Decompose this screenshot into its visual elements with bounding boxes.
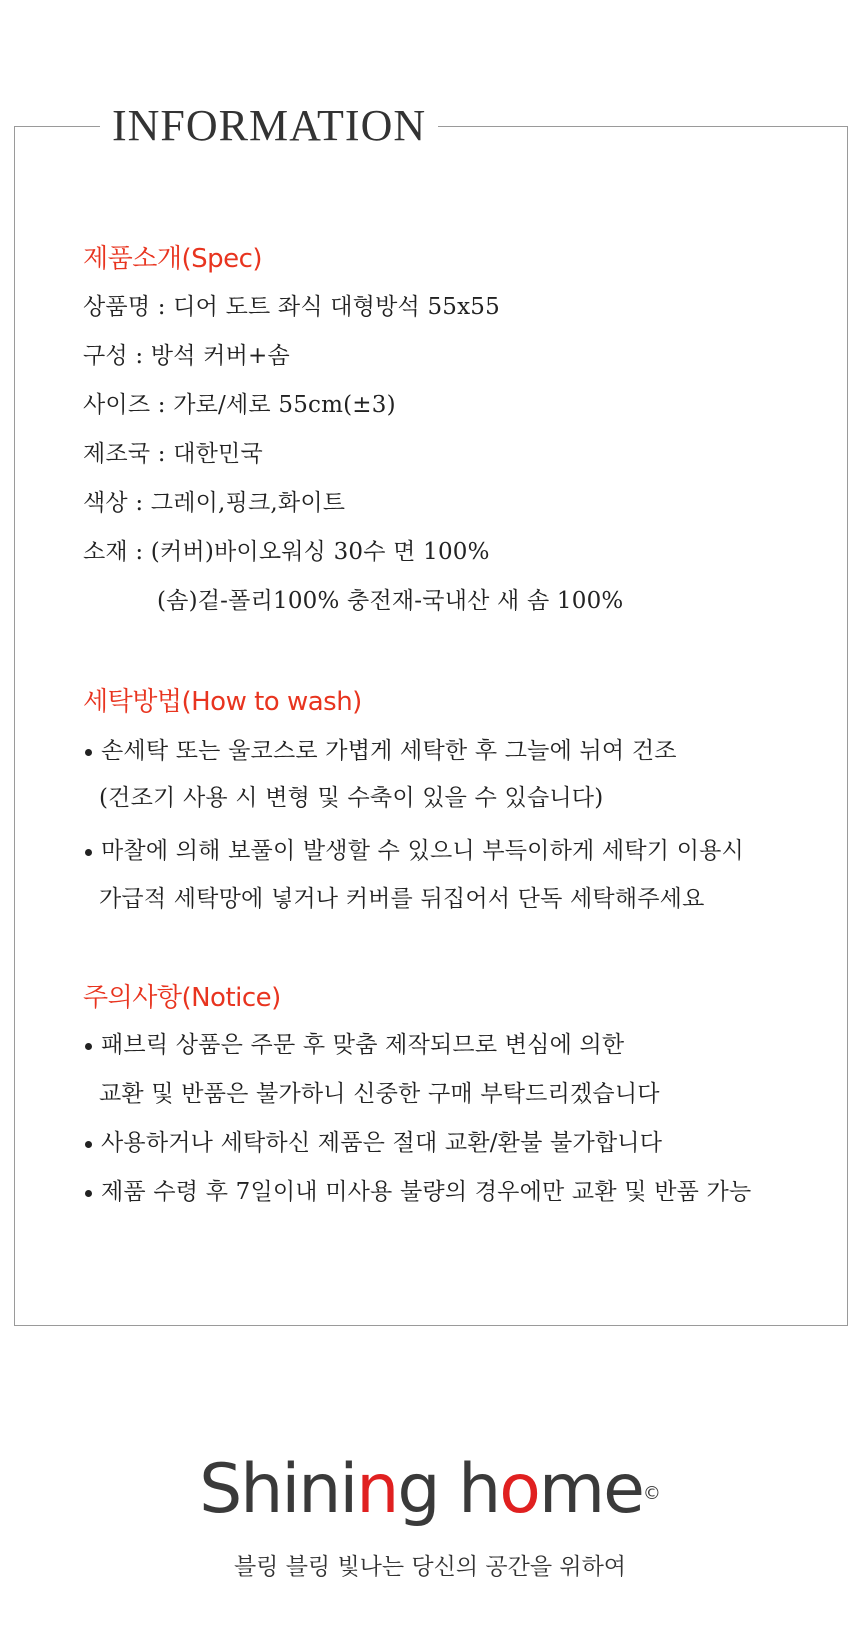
spec-composition: 구성 : 방석 커버+솜 <box>83 343 290 369</box>
wash-item: 마찰에 의해 보풀이 발생할 수 있으니 부득이하게 세탁기 이용시 <box>83 836 744 866</box>
notice-heading: 주의사항(Notice) <box>83 983 281 1013</box>
spec-origin: 제조국 : 대한민국 <box>83 441 263 467</box>
notice-item: 패브릭 상품은 주문 후 맞춤 제작되므로 변심에 의한 <box>83 1030 624 1060</box>
wash-item: 손세탁 또는 울코스로 가볍게 세탁한 후 그늘에 뉘여 건조 <box>83 736 677 766</box>
logo-house-icon: o <box>499 1450 539 1529</box>
spec-product-name: 상품명 : 디어 도트 좌식 대형방석 55x55 <box>83 294 500 320</box>
spec-material-filling: (솜)겉-폴리100% 충전재-국내산 새 솜 100% <box>157 588 624 614</box>
spec-heading: 제품소개(Spec) <box>83 244 263 274</box>
logo-text: Shini <box>199 1450 357 1529</box>
wash-item-continued: 가급적 세탁망에 넣거나 커버를 뒤집어서 단독 세탁해주세요 <box>99 886 705 912</box>
brand-tagline: 블링 블링 빛나는 당신의 공간을 위하여 <box>233 1554 627 1580</box>
section-title: INFORMATION <box>100 98 438 154</box>
logo-text-accent: n <box>356 1450 398 1529</box>
shining-home-logo <box>0 1450 860 1530</box>
logo-text: me <box>538 1450 643 1529</box>
spec-size: 사이즈 : 가로/세로 55cm(±3) <box>83 392 396 418</box>
copyright-mark: © <box>642 1483 661 1504</box>
notice-item: 제품 수령 후 7일이내 미사용 불량의 경우에만 교환 및 반품 가능 <box>83 1177 751 1207</box>
logo-text: g h <box>397 1450 500 1529</box>
spec-material: 소재 : (커버)바이오워싱 30수 면 100% <box>83 539 490 565</box>
spec-color: 색상 : 그레이,핑크,화이트 <box>83 490 346 516</box>
wash-item-note: (건조기 사용 시 변형 및 수축이 있을 수 있습니다) <box>99 785 604 811</box>
notice-item-continued: 교환 및 반품은 불가하니 신중한 구매 부탁드리겠습니다 <box>99 1081 660 1107</box>
notice-item: 사용하거나 세탁하신 제품은 절대 교환/환불 불가합니다 <box>83 1128 662 1158</box>
wash-heading: 세탁방법(How to wash) <box>83 687 362 717</box>
